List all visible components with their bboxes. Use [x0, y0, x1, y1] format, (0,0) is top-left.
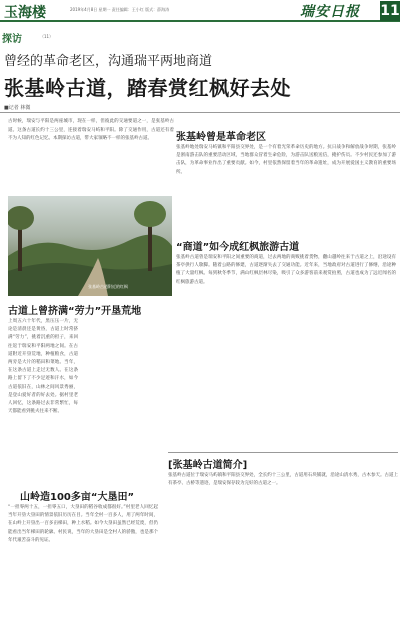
paper-logo: 瑞安日报: [300, 4, 360, 20]
section-2-body: “一担零两十五，一担零五口，大垦田的稻谷收成都很好。”村里老人回忆起当年开垦大垦田的情景依旧历历在目。当年全村一百多人，用了两年时间，在山岭上开垦出一百多亩梯田，种上水稻。如今大垦田虽然已经荒废，但仍能看出当年梯田的轮廓。村民说，当年的大垦田是全村人的骄傲，也是那个年代艰苦奋斗的见证。: [8, 505, 158, 543]
article-lead: 古时候，瑞安与平阳是两座城市，现在一样，但彼此的交通要道之一，是张基岭古道。这条古道长约十三公里，连接着瑞安马屿和平阳。除了交通作用，古道还有着不为人知的红色记忆。本期探访古道，带大家领略不一样的张基岭古道。: [8, 119, 174, 141]
section-2-title: 山岭造100多亩“大垦田”: [20, 492, 135, 503]
section-3-body: 张基岭地处瑞安马屿镇和平阳县交界处，是一个有着光荣革命历史的地方。抗日战争和解放战争时期，张基岭是浙南游击队的重要活动区域，当地群众冒着生命危险，为游击队送粮送信，掩护伤员。不少村民还参加了游击队，为革命事业作出了重要贡献。如今，村里依然保留着当年的革命遗址，成为开展爱国主义教育的重要场所。: [176, 145, 396, 175]
article-kicker: 曾经的革命老区，沟通瑞平两地商道: [4, 54, 213, 69]
section-5-title: [张基岭古道简介]: [168, 460, 248, 471]
forest-path-illustration: [8, 196, 172, 296]
article-headline: 张基岭古道，踏春赏红枫好去处: [4, 76, 291, 100]
photo-caption: 张基岭古道附近的红枫: [88, 284, 128, 289]
masthead: [0, 0, 400, 22]
column-tag-sub: （11）: [40, 34, 54, 39]
article-byline: ■记者 林微: [4, 105, 31, 111]
page-number: 11: [380, 3, 400, 19]
section-4-body: 张基岭古道曾是瑞安和平阳之间重要的商道，过去两地的商贩挑着货物，翻山越岭往来于古道之上，沿途设有茶亭供行人歇脚。随着公路的修建，古道逐渐失去了交通功能。近年来，当地政府对古道进行了修缮，沿途种植了大量红枫。每到秋冬季节，满山红枫层林尽染，吸引了众多游客前来观赏拍照，古道也成为了远近闻名的红枫旅游古道。: [176, 255, 396, 285]
divider: [168, 452, 398, 453]
section-1-title: 古道上曾挤满“劳力”开垦荒地: [8, 306, 142, 317]
section-1-body: 上周五六十年代，黑压压一片，无论是清晨还是黄昏，古道上时常挤满“劳力”，挑着沉重的担子，来回往返于瑞安和平阳两地之间。在古道附近开垦荒地，种植粮食，古道两旁是大片的稻田和菜地。当年，在这条古道上走过无数人。在这条路上留下了不少足迹和汗水，如今古道依旧在，山林之间风景秀丽，是登山爱好者的好去处。据村里老人回忆，这条路过去非常繁忙，每天都能看到挑夫往来不断。: [8, 319, 78, 415]
divider: [0, 112, 400, 113]
section-5-body: 张基岭古道位于瑞安马屿镇和平阳县交界处，全长约十三公里，古道用石块铺就，沿途山清水秀，古木参天。古道上有茶亭、古桥等遗迹，是瑞安保存较为完好的古道之一。: [168, 473, 398, 487]
section-3-title: 张基岭曾是革命老区: [176, 132, 266, 143]
section-name: 玉海楼: [4, 5, 46, 21]
section-4-title: “商道”如今成红枫旅游古道: [176, 242, 300, 253]
column-tag: 探访: [2, 34, 22, 45]
article-photo: [8, 196, 172, 296]
issue-meta: 2019年4月8日 星期一 责任编辑：王小红 版式：薛海涛: [70, 7, 170, 12]
